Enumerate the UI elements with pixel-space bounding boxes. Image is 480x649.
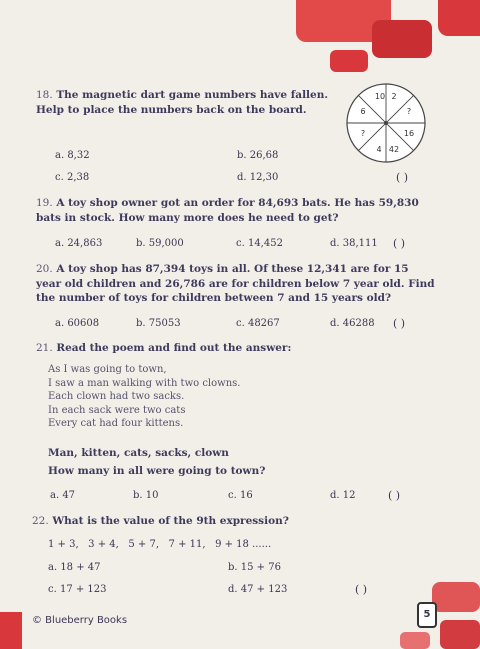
question-22 <box>32 514 432 529</box>
option: b. 15 + 76 <box>228 562 281 573</box>
answer-box[interactable]: ( ) <box>393 317 406 330</box>
option: b. 75053 <box>136 318 181 329</box>
sequence: 1 + 3, 3 + 4, 5 + 7, 7 + 11, 9 + 18 ...... <box>48 539 272 550</box>
wheel-number: 42 <box>388 145 400 154</box>
decor-block-top-3 <box>372 20 432 58</box>
option: c. 48267 <box>236 318 280 329</box>
option: c. 2,38 <box>55 172 90 183</box>
decor-block-bottom-4 <box>400 632 430 649</box>
question-18 <box>36 88 336 117</box>
wheel-number: ? <box>406 107 412 116</box>
poem-line: In each sack were two cats <box>48 404 186 416</box>
question-text: Read the poem and find out the answer: <box>56 342 292 354</box>
option: b. 10 <box>133 490 159 501</box>
question-20 <box>36 262 436 306</box>
answer-box[interactable]: ( ) <box>355 583 368 596</box>
poem-line: I saw a man walking with two clowns. <box>48 377 241 389</box>
question-text: The magnetic dart game numbers have fallen. Help to place the numbers back on the board. <box>36 89 329 116</box>
decor-block-bottom-1 <box>0 612 22 649</box>
question-number: 20. <box>36 263 53 275</box>
option: d. 12 <box>330 490 356 501</box>
question-number: 22. <box>32 515 49 527</box>
wheel-number: 16 <box>403 129 415 138</box>
question-text: A toy shop has 87,394 toys in all. Of these 12,341 are for 15 year old children and 26,786 are for children below 7 year old. Find the number of toys for children between 7 and 15 years old? <box>36 263 435 304</box>
wheel-number: 6 <box>360 107 366 116</box>
dart-board-wheel <box>345 82 427 164</box>
answer-box[interactable]: ( ) <box>393 237 406 250</box>
option: a. 8,32 <box>55 150 90 161</box>
question-21-line-1: Man, kitten, cats, sacks, clown <box>48 447 229 459</box>
question-21 <box>36 341 436 356</box>
decor-block-bottom-3 <box>440 620 480 649</box>
option: c. 14,452 <box>236 238 283 249</box>
page-number: 5 <box>417 602 437 628</box>
publisher-label: © Blueberry Books <box>32 615 128 626</box>
option: b. 26,68 <box>237 150 279 161</box>
option: a. 24,863 <box>55 238 103 249</box>
wheel-number: 10 <box>374 92 386 101</box>
option: d. 38,111 <box>330 238 378 249</box>
option: d. 12,30 <box>237 172 279 183</box>
decor-block-bottom-2 <box>432 582 480 612</box>
answer-box[interactable]: ( ) <box>396 171 409 184</box>
option: c. 16 <box>228 490 253 501</box>
decor-block-top-4 <box>438 0 480 36</box>
question-text: A toy shop owner got an order for 84,693 bats. He has 59,830 bats in stock. How many more does he need to get? <box>36 197 419 224</box>
option: a. 18 + 47 <box>48 562 101 573</box>
question-number: 21. <box>36 342 53 354</box>
poem-line: Each clown had two sacks. <box>48 391 185 402</box>
poem-line: As I was going to town, <box>48 364 167 375</box>
option: a. 47 <box>50 490 76 501</box>
answer-box[interactable]: ( ) <box>388 489 401 502</box>
question-21-line-2: How many in all were going to town? <box>48 465 266 477</box>
wheel-number: 4 <box>376 145 382 154</box>
question-text: What is the value of the 9th expression? <box>52 515 289 527</box>
option: d. 47 + 123 <box>228 584 288 595</box>
decor-block-top-2 <box>330 50 368 72</box>
question-number: 18. <box>36 89 53 101</box>
option: a. 60608 <box>55 318 100 329</box>
poem-line: Every cat had four kittens. <box>48 418 184 429</box>
question-number: 19. <box>36 197 53 209</box>
option: d. 46288 <box>330 318 375 329</box>
wheel-number: ? <box>360 129 366 138</box>
poem <box>48 363 240 431</box>
option: c. 17 + 123 <box>48 584 107 595</box>
wheel-number: 2 <box>391 92 397 101</box>
question-19 <box>36 196 436 225</box>
option: b. 59,000 <box>136 238 184 249</box>
